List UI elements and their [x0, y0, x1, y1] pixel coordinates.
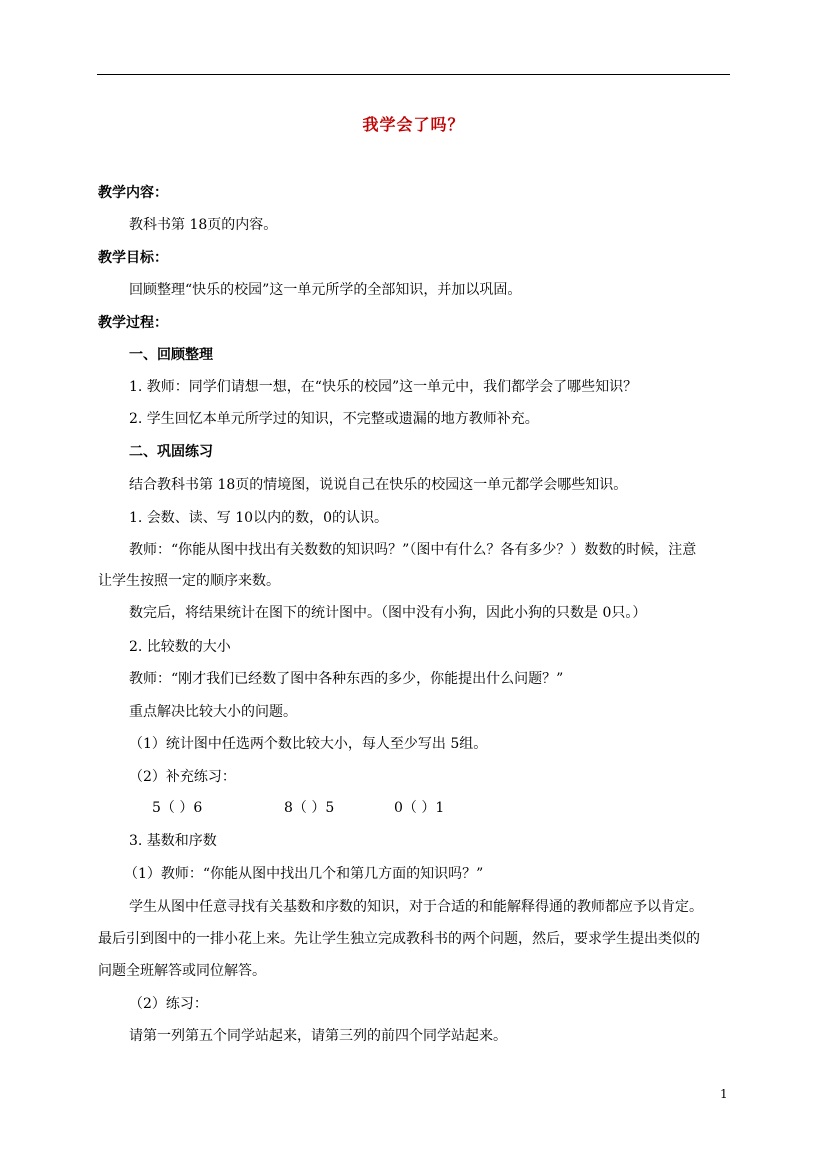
part1-item1: 1. 教师：同学们请想一想，在“快乐的校园”这一单元中，我们都学会了哪些知识？ — [129, 379, 638, 395]
teacher1-line2: 让学生按照一定的顺序来数。 — [98, 573, 280, 589]
compare-item: 0（ ）1 — [394, 800, 445, 816]
part2-intro: 结合教科书第 18页的情境图，说说自己在快乐的校园这一单元都学会哪些知识。 — [129, 477, 628, 493]
part2-item1: 1. 会数、读、写 10以内的数，0的认识。 — [129, 510, 388, 526]
process-heading: 教学过程： — [98, 315, 168, 331]
part2-heading: 二、巩固练习 — [129, 444, 213, 460]
part2-item3: 3. 基数和序数 — [129, 833, 217, 849]
goal-heading: 教学目标： — [98, 250, 168, 266]
sub2: （2）补充练习： — [129, 769, 236, 785]
content-text: 教科书第 18页的内容。 — [129, 217, 278, 233]
page-title: 我学会了吗？ — [362, 115, 465, 134]
para-line3: 问题全班解答或同位解答。 — [98, 963, 266, 979]
sub1: （1）统计图中任选两个数比较大小，每人至少写出 5组。 — [129, 736, 488, 752]
teacher2: 教师：“刚才我们已经数了图中各种东西的多少，你能提出什么问题？” — [129, 671, 564, 687]
header-rule — [97, 74, 730, 75]
page-number: 1 — [720, 1087, 728, 1101]
compare-item: 8（ ）5 — [284, 800, 335, 816]
focus: 重点解决比较大小的问题。 — [129, 704, 297, 720]
part1-heading: 一、回顾整理 — [129, 347, 213, 363]
part2-item2: 2. 比较数的大小 — [129, 639, 231, 655]
part1-item2: 2. 学生回忆本单元所学过的知识，不完整或遗漏的地方教师补充。 — [129, 411, 539, 427]
para-line2: 最后引到图中的一排小花上来。先让学生独立完成教科书的两个问题，然后，要求学生提出类似的 — [98, 931, 700, 947]
para-line1: 学生从图中任意寻找有关基数和序数的知识，对于合适的和能解释得通的教师都应予以肯定。 — [129, 899, 703, 915]
after-count: 数完后，将结果统计在图下的统计图中。（图中没有小狗，因此小狗的只数是 0只。） — [129, 605, 647, 621]
goal-text: 回顾整理“快乐的校园”这一单元所学的全部知识，并加以巩固。 — [129, 282, 522, 298]
compare-item: 5（ ）6 — [152, 800, 203, 816]
sub3-1: （1）教师：“你能从图中找出几个和第几方面的知识吗？” — [124, 866, 484, 882]
content-heading: 教学内容： — [98, 185, 168, 201]
teacher1-line1: 教师：“你能从图中找出有关数数的知识吗？”（图中有什么？各有多少？）数数的时候，注意 — [129, 542, 697, 558]
practice: 请第一列第五个同学站起来，请第三列的前四个同学站起来。 — [129, 1028, 507, 1044]
sub3-2: （2）练习： — [129, 996, 208, 1012]
